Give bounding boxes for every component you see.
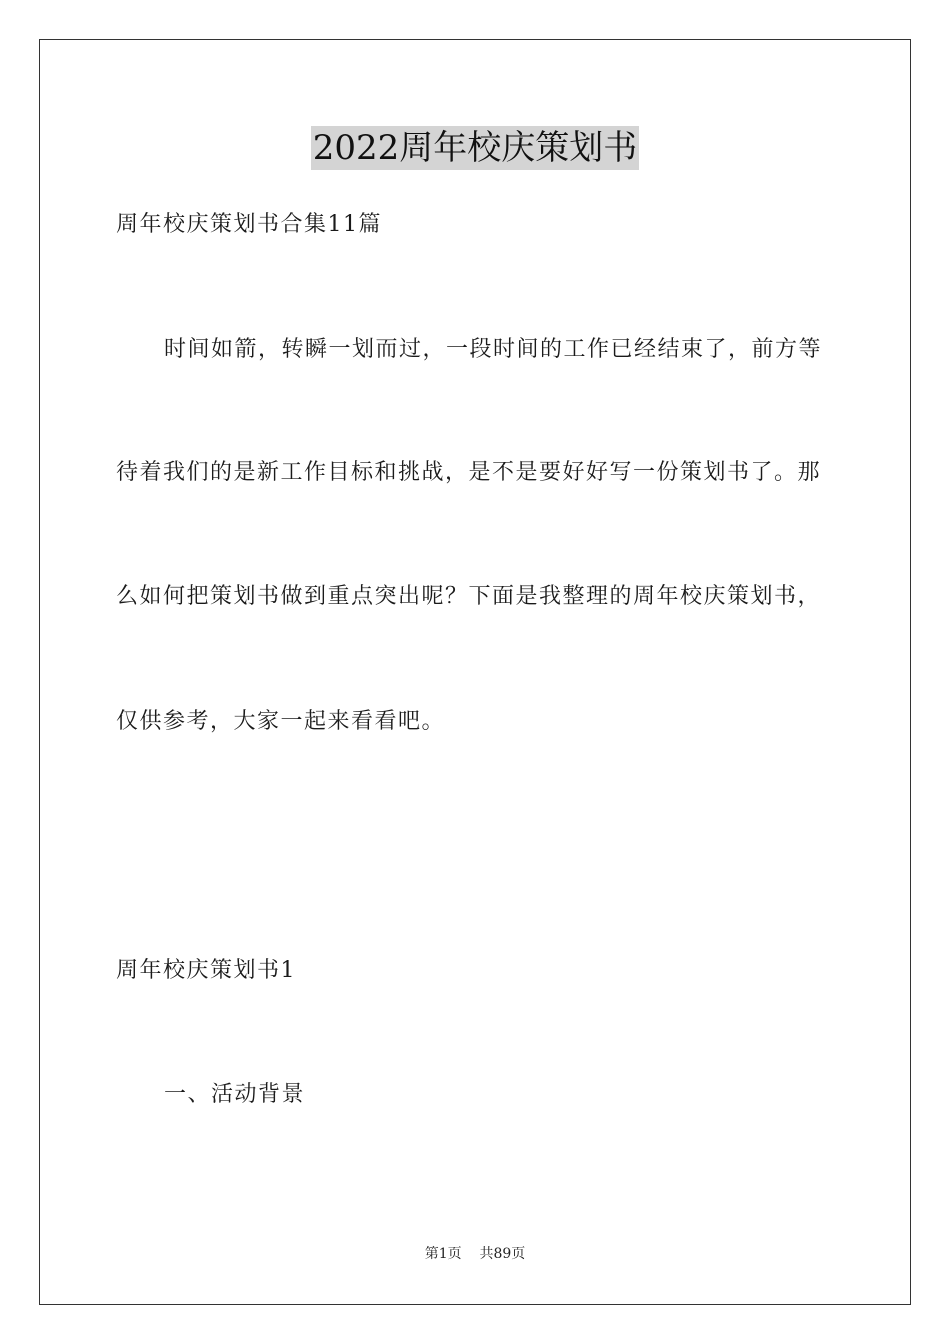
intro-line-1: 时间如箭，转瞬一划而过，一段时间的工作已经结束了，前方等 bbox=[164, 337, 823, 362]
section-title: 周年校庆策划书1 bbox=[116, 958, 296, 983]
document-title: 2022周年校庆策划书 bbox=[312, 128, 638, 168]
page-total: 共89页 bbox=[479, 1246, 526, 1262]
intro-line-3: 么如何把策划书做到重点突出呢？下面是我整理的周年校庆策划书， bbox=[116, 584, 822, 609]
document-subtitle: 周年校庆策划书合集11篇 bbox=[116, 212, 382, 237]
page-number: 第1页 bbox=[424, 1246, 462, 1262]
section-heading: 一、活动背景 bbox=[164, 1082, 306, 1107]
intro-line-2: 待着我们的是新工作目标和挑战，是不是要好好写一份策划书了。那 bbox=[116, 460, 822, 485]
page-footer bbox=[0, 1245, 950, 1263]
intro-line-4: 仅供参考，大家一起来看看吧。 bbox=[116, 709, 446, 734]
title-container bbox=[0, 126, 950, 170]
